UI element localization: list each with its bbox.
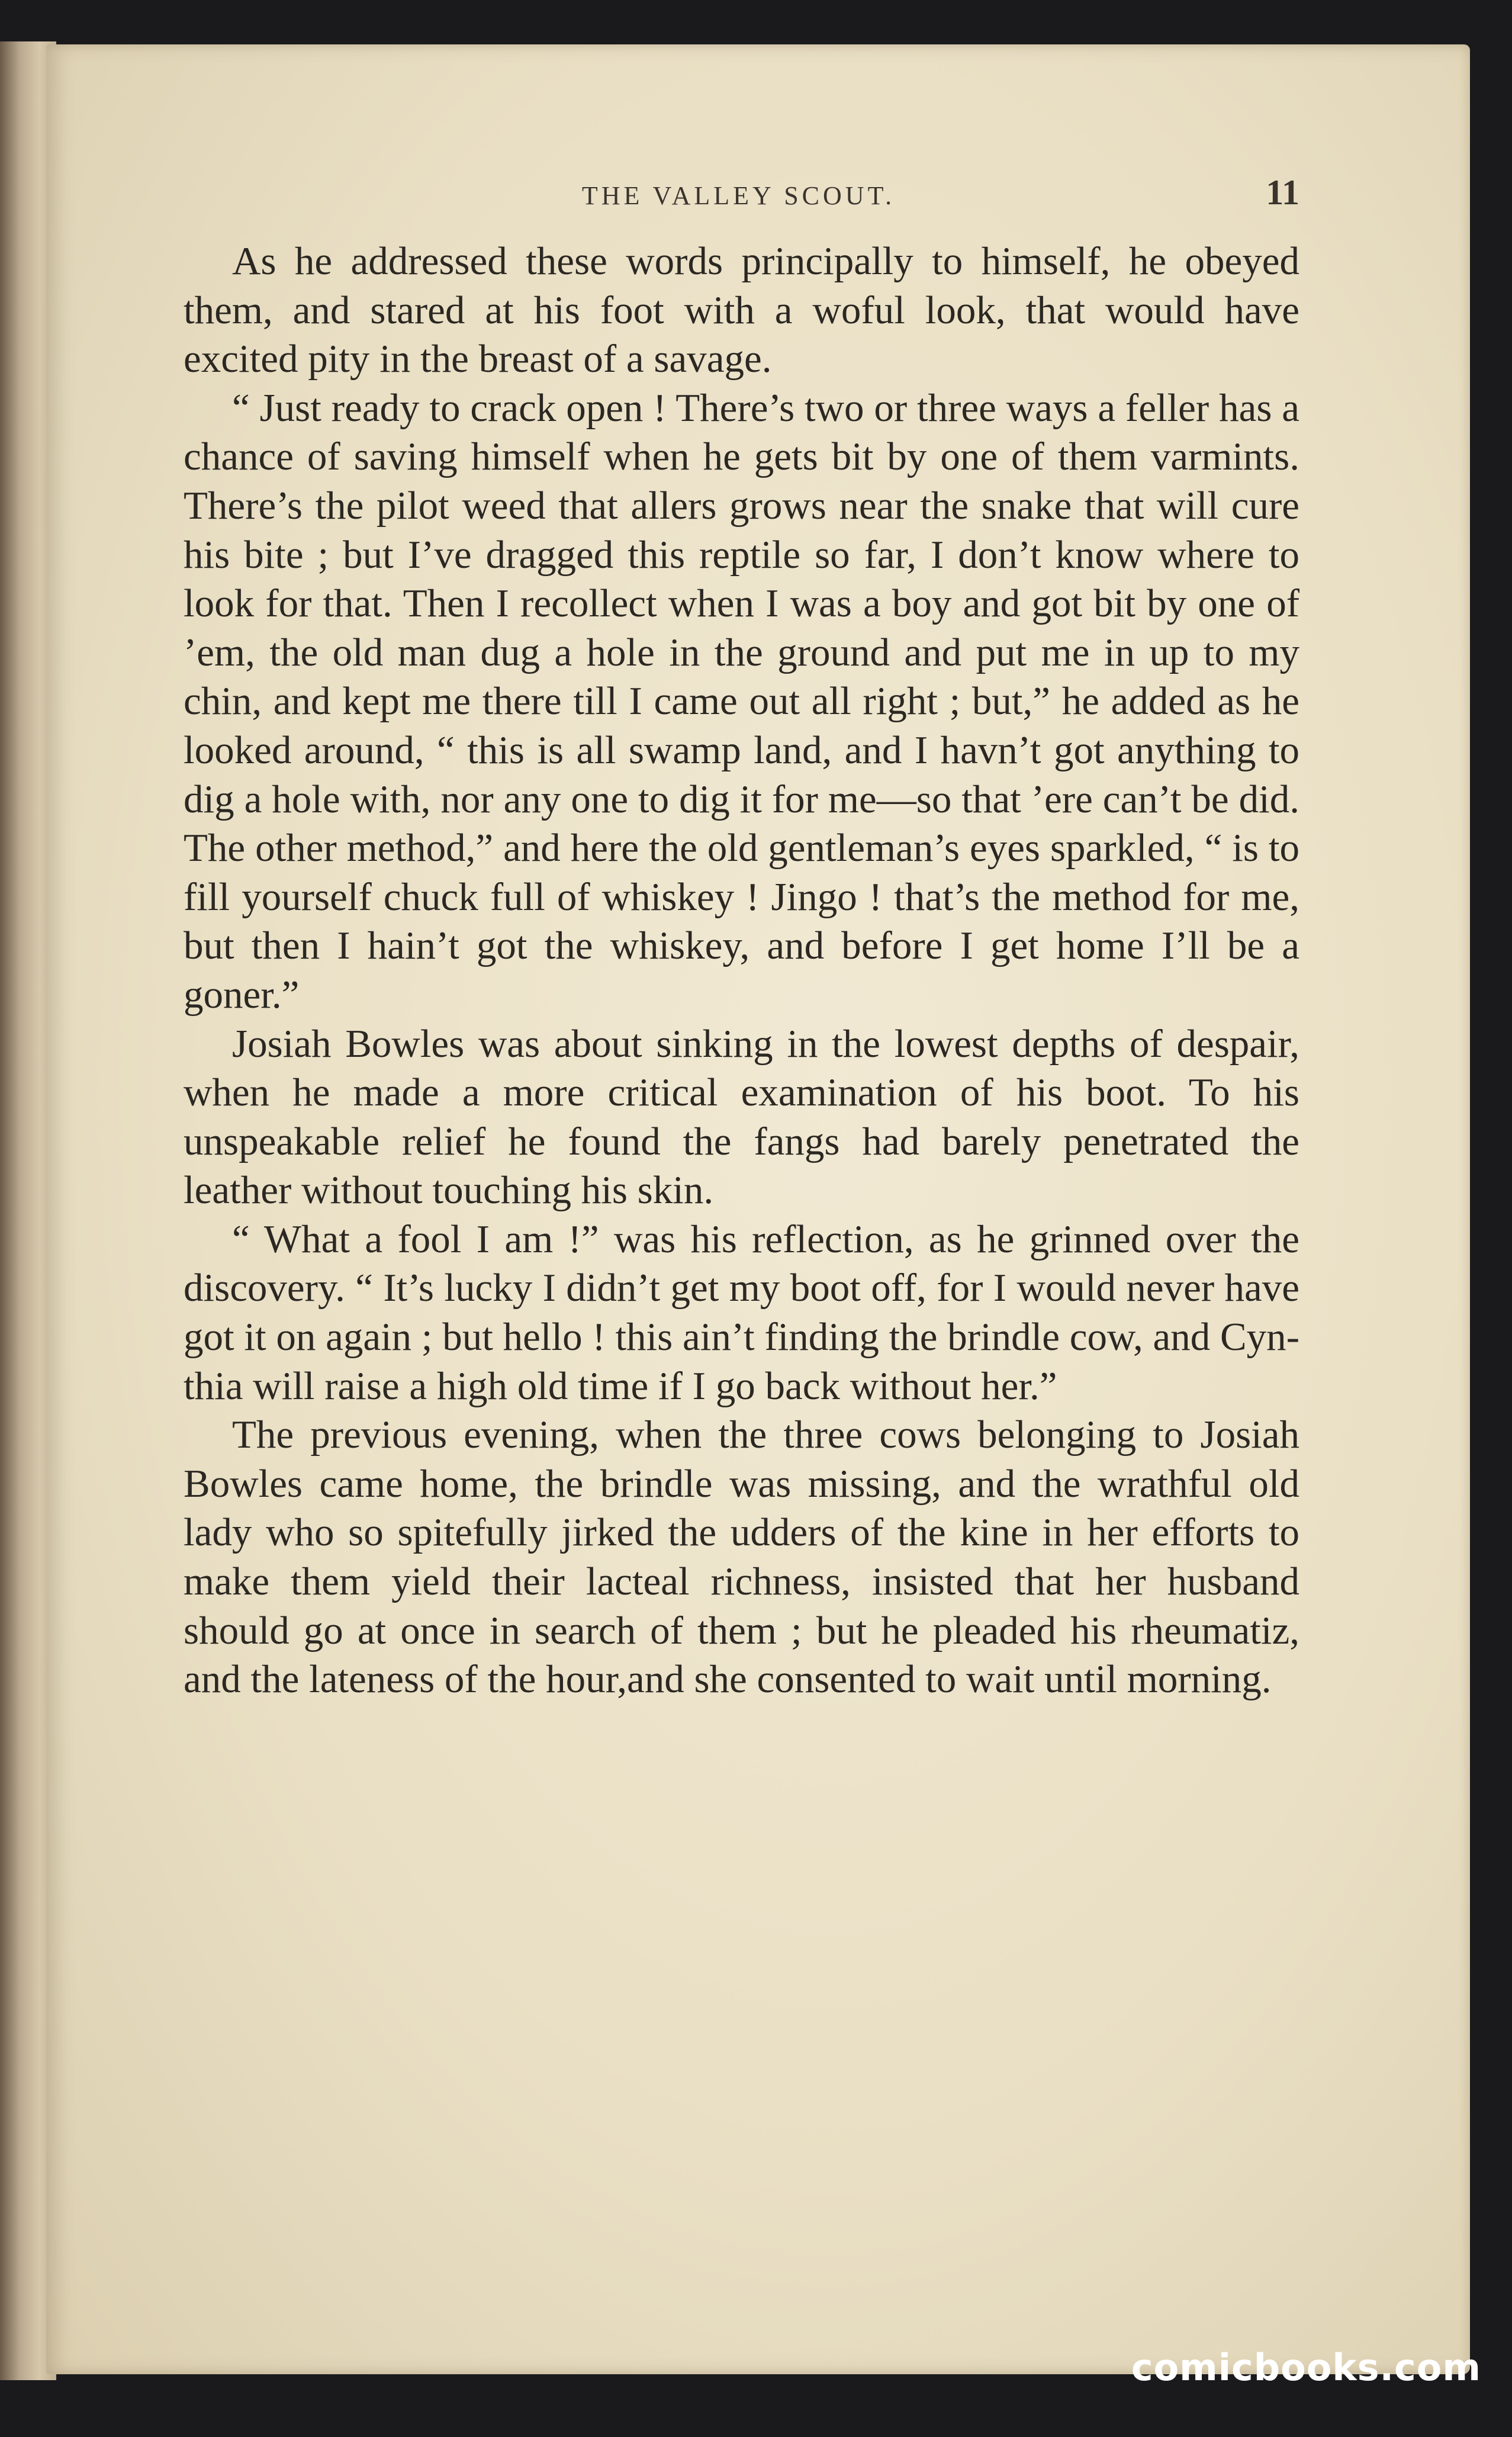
paragraph: Josiah Bowles was about sinking in the lowest depths of despair, when he made a more critical examination of his boot. To his unspeakable relief he found the fangs had barely penetrated the leather without touching his skin. (184, 1021, 1299, 1213)
paragraph: The previous evening, when the three cows belonging to Josiah Bowles came home, the brindle was missing, and the wrathful old lady who so spitefully jirked the udders of the kine in her efforts to make them yield their lacteal richness, insisted that her husband should go at once in search of them ; but he pleaded his rheumatiz, and the lateness of the hour,and she consented to wait until morning. (184, 1413, 1299, 1702)
paragraph: As he addressed these words principally to himself, he obeyed them, and stared at his foot with a woful look, that would have excited pity in the breast of a savage. (184, 239, 1299, 381)
watermark-text: comicbooks.com (1131, 2346, 1481, 2389)
running-header (178, 173, 1299, 222)
body-text (184, 237, 1299, 1704)
running-title: THE VALLEY SCOUT. (581, 181, 896, 210)
page-number: 11 (1266, 173, 1299, 212)
paragraph: “ Just ready to crack open ! There’s two or three ways a feller has a chance of saving himself when he gets bit by one of them varmints. There’s the pilot weed that allers grows near the snake that will cure his bite ; but I’ve dragged this reptile so far, I don’t know where to look for that. Then I recollect when I was a boy and got bit by one of ’em, the old man dug a hole in the ground and put me in up to my chin, and kept me there till I came out all right ; but,” he added as he looked around, “ this is all swamp land, and I havn’t got anything to dig a hole with, nor any one to dig it for me—so that ’ere can’t be did. The other method,” and here the old gentleman’s eyes sparkled, “ is to fill yourself chuck full of whiskey ! Jingo ! that’s the method for me, but then I hain’t got the whiskey, and before I get home I’ll be a goner.” (184, 385, 1299, 1017)
paragraph: “ What a fool I am !” was his reflection, as he grinned over the discovery. “ It’s lucky I didn’t get my boot off, for I would never have got it on again ; but hello ! this ain’t finding the brindle cow, and Cynthia will raise a high old time if I go back without her.” (184, 1217, 1299, 1408)
